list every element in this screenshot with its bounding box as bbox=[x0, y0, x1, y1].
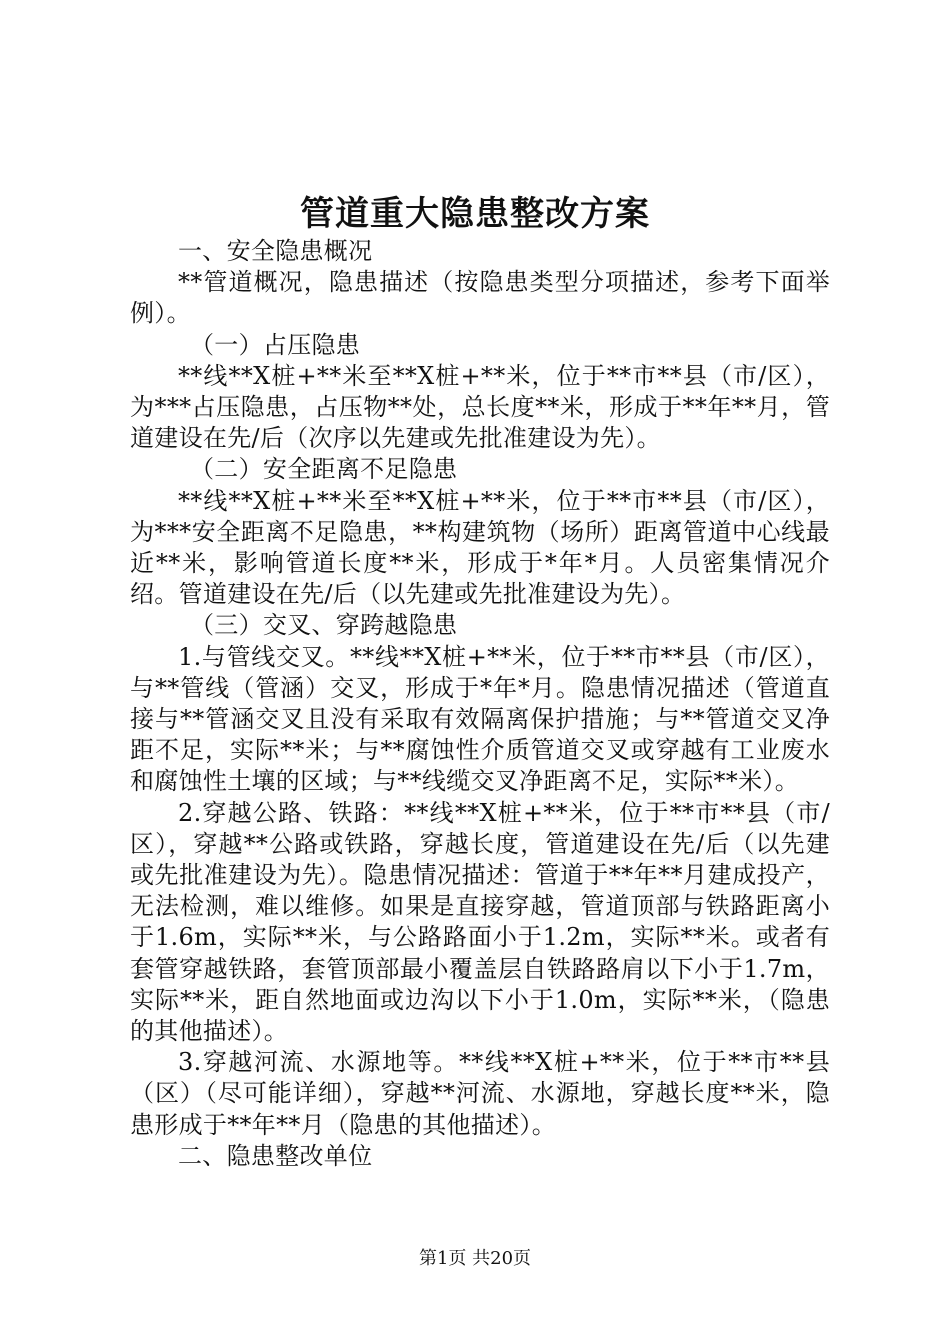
paragraph-crossing-road-railway: 2.穿越公路、铁路：**线**X桩+**米，位于**市**县（市/区），穿越**公路或铁路，穿越长度，管道建设在先/后（以先建或先批准建设为先）。隐患情况描述：管道于**年**月建成投产，无法检测，难以维修。如果是直接穿越，管道顶部与铁路距离小于1.6m，实际**米，与公路路面小于1.2m，实际**米。或者有套管穿越铁路，套管顶部最小覆盖层自铁路路肩以下小于1.7m，实际**米，距自然地面或边沟以下小于1.0m，实际**米，（隐患的其他描述）。 bbox=[130, 798, 830, 1046]
paragraph-safety-distance: **线**X桩+**米至**X桩+**米，位于**市**县（市/区），为***安全距离不足隐患，**构建筑物（场所）距离管道中心线最近**米，影响管道长度**米，形成于*年*月。人员密集情况介绍。管道建设在先/后（以先建或先批准建设为先）。 bbox=[130, 486, 830, 609]
paragraph-crossing-river: 3.穿越河流、水源地等。**线**X桩+**米，位于**市**县（区）（尽可能详细），穿越**河流、水源地，穿越长度**米，隐患形成于**年**月（隐患的其他描述）。 bbox=[130, 1048, 830, 1139]
page-footer: 第1页 共20页 bbox=[418, 1248, 532, 1269]
paragraph-crossing-pipeline: 1.与管线交叉。**线**X桩+**米，位于**市**县（市/区），与**管线（管涵）交叉，形成于*年*月。隐患情况描述（管道直接与**管涵交叉且没有采取有效隔离保护措施；与**管道交叉净距不足，实际**米；与**腐蚀性介质管道交叉或穿越有工业废水和腐蚀性土壤的区域；与**线缆交叉净距离不足，实际**米）。 bbox=[130, 642, 830, 796]
subheading-occupation: （一）占压隐患 bbox=[190, 330, 361, 359]
document-body bbox=[130, 236, 830, 1172]
subheading-crossing: （三）交叉、穿跨越隐患 bbox=[190, 611, 458, 640]
section-heading-overview: 一、安全隐患概况 bbox=[178, 237, 373, 265]
paragraph-overview: **管道概况，隐患描述（按隐患类型分项描述，参考下面举例）。 bbox=[130, 268, 830, 328]
section-heading-rectification-unit: 二、隐患整改单位 bbox=[178, 1141, 373, 1170]
document-title: 管道重大隐患整改方案 bbox=[300, 194, 650, 234]
paragraph-occupation: **线**X桩+**米至**X桩+**米，位于**市**县（市/区），为***占压隐患，占压物**处，总长度**米，形成于**年**月，管道建设在先/后（次序以先建或先批准建设为先）。 bbox=[130, 361, 830, 453]
subheading-safety-distance: （二）安全距离不足隐患 bbox=[190, 455, 458, 484]
